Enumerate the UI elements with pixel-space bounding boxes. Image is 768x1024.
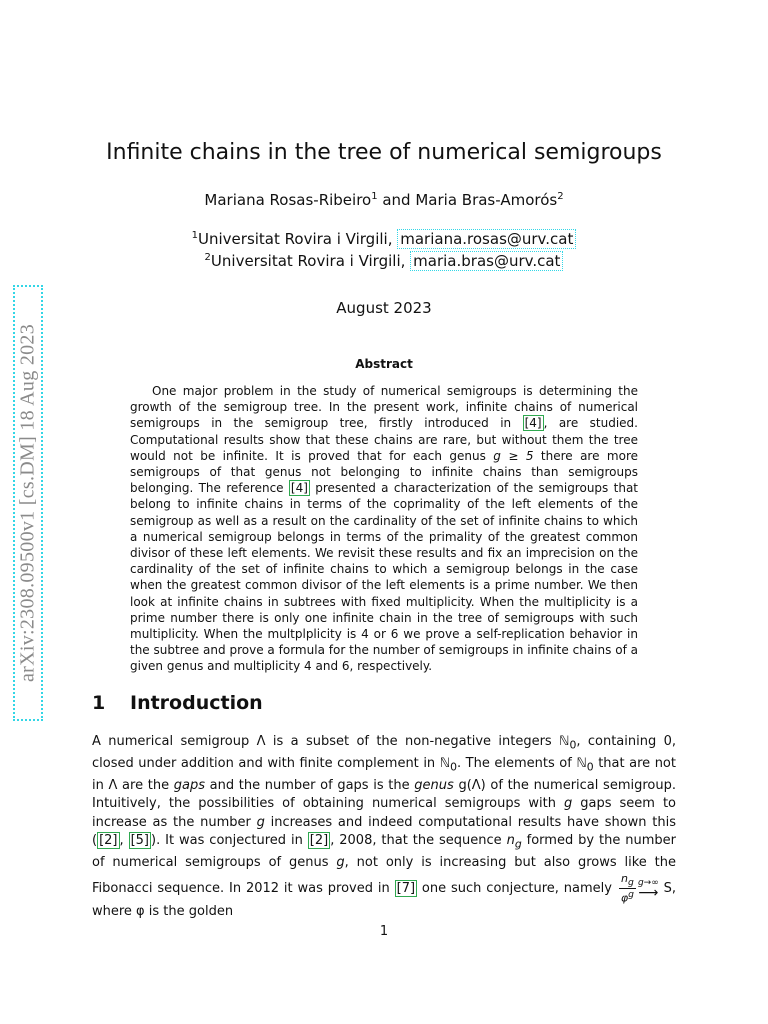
intro-math-g: g bbox=[336, 855, 345, 871]
affiliation-1-institution: Universitat Rovira i Virgili, bbox=[198, 230, 398, 248]
publication-date: August 2023 bbox=[336, 299, 432, 317]
abstract-text-4: presented a characterization of the semigroups that belong to infinite chains in terms of the coprimality of the left elements of the semigroup as well as a result on the cardinality of the set of infinite chains to which a numerical semigroup belongs in terms of the primality of the greatest common divisor of these left elements. We revisit these results and fix an imprecision on the cardinality of the set of infinite chains to which a semigroup belongs in the case when the greatest common divisor of the left elements is a prime number. We then look at infinite chains in subtrees with fixed multiplicity. When the multiplicity is a prime number there is only one infinite chain in the tree of semigroups with such multiplicity. When the multplplicity is 4 or 6 we prove a self-replication behavior in the subtree and prove a formula for the number of semigroups in infinite chains of a given genus and multiplicity 4 and 6, respectively. bbox=[130, 481, 638, 674]
author-1-email-link[interactable]: mariana.rosas@urv.cat bbox=[397, 229, 576, 249]
citation-link-2b[interactable]: [2] bbox=[309, 833, 329, 849]
intro-text: ). It was conjectured in bbox=[151, 833, 308, 849]
section-heading-introduction bbox=[92, 692, 263, 714]
citation-link-7[interactable]: [7] bbox=[396, 880, 416, 896]
fraction-denominator-sup: g bbox=[628, 888, 634, 900]
arxiv-identifier: arXiv:2308.09500v1 [cs.DM] 18 Aug 2023 bbox=[16, 323, 39, 683]
intro-subscript: 0 bbox=[450, 760, 458, 774]
page-number: 1 bbox=[379, 924, 389, 939]
citation-link-4b[interactable]: [4] bbox=[290, 481, 308, 496]
intro-math-fraction bbox=[619, 873, 636, 904]
section-title: Introduction bbox=[130, 692, 263, 714]
author-1-affil-mark: 1 bbox=[371, 191, 378, 202]
abstract-heading: Abstract bbox=[355, 357, 413, 371]
author-2: Maria Bras-Amorós bbox=[415, 191, 558, 209]
abstract-text-1: One major problem in the study of numerical semigroups is determining the growth of the semigroup tree. In the present work, infinite chains of numerical semigroups in the semigroup tree, firstly introduced in bbox=[130, 384, 638, 431]
limit-arrow-icon: ⟶ bbox=[638, 884, 659, 901]
author-2-affil-mark: 2 bbox=[557, 191, 564, 202]
intro-text: formed by the number of numerical semigroups of genus bbox=[92, 833, 677, 871]
intro-text: that are not in Λ are the bbox=[92, 756, 676, 793]
affiliation-2-mark: 2 bbox=[204, 252, 211, 263]
abstract-body bbox=[130, 383, 638, 675]
fraction-denominator: φ bbox=[620, 891, 629, 905]
intro-text: , containing 0, closed under addition and with finite complement in ℕ bbox=[92, 734, 676, 771]
intro-math-ng-sub: g bbox=[514, 837, 522, 851]
intro-term-genus: genus bbox=[414, 778, 454, 793]
abstract-text-2: , are studied. Computational results show that these chains are rare, but without them the tree would not be infinite. It is proved that for each genus bbox=[130, 416, 638, 463]
author-1: Mariana Rosas-Ribeiro bbox=[204, 191, 372, 209]
intro-text: , not only is increasing but also grows like the Fibonacci sequence. In 2012 it was proved in bbox=[92, 855, 677, 896]
citation-link-4[interactable]: [4] bbox=[524, 416, 542, 431]
intro-text: . The elements of ℕ bbox=[457, 756, 587, 771]
paper-title: Infinite chains in the tree of numerical semigroups bbox=[106, 140, 662, 165]
intro-subscript: 0 bbox=[569, 738, 577, 752]
author-conjunction: and bbox=[377, 191, 416, 209]
introduction-paragraph bbox=[92, 733, 676, 922]
limit-arrow-label: g→∞ bbox=[637, 877, 659, 888]
intro-subscript: 0 bbox=[586, 760, 594, 774]
intro-text: S, where φ is the golden bbox=[92, 880, 676, 920]
intro-text: , 2008, that the sequence bbox=[330, 833, 507, 849]
intro-text: and the number of gaps is the bbox=[204, 778, 415, 793]
intro-text: A numerical semigroup Λ is a subset of the non-negative integers ℕ bbox=[92, 734, 570, 749]
limit-arrow bbox=[637, 877, 659, 901]
intro-text: gaps seem to increase as the number bbox=[92, 796, 676, 830]
abstract-math-genus: g ≥ 5 bbox=[493, 448, 534, 463]
citation-link-5[interactable]: [5] bbox=[130, 833, 149, 849]
intro-math-g: g bbox=[563, 796, 573, 812]
section-number: 1 bbox=[92, 692, 106, 714]
affiliation-1 bbox=[0, 230, 768, 248]
intro-term-gaps: gaps bbox=[173, 778, 205, 793]
intro-text: g(Λ) of the numerical semigroup. Intuitively, the possibilities of obtaining numerical semigroups with bbox=[92, 778, 676, 812]
author-line bbox=[0, 191, 768, 209]
intro-math-g: g bbox=[256, 814, 265, 830]
intro-text: , bbox=[119, 833, 129, 849]
affiliation-1-mark: 1 bbox=[191, 230, 199, 241]
fraction-numerator: n bbox=[621, 871, 628, 885]
affiliation-2 bbox=[0, 252, 768, 270]
intro-text: increases and indeed computational results have shown this ( bbox=[92, 814, 676, 849]
intro-text: one such conjecture, namely bbox=[417, 880, 617, 896]
fraction-numerator-sub: g bbox=[627, 876, 634, 888]
arxiv-identifier-link[interactable] bbox=[13, 285, 43, 721]
affiliation-2-institution: Universitat Rovira i Virgili, bbox=[210, 252, 411, 270]
citation-link-2[interactable]: [2] bbox=[99, 833, 118, 849]
abstract-text-3: there are more semigroups of that genus not belonging to infinite chains than semigroups belonging. The reference bbox=[130, 448, 638, 496]
intro-math-ng: n bbox=[506, 833, 515, 849]
author-2-email-link[interactable]: maria.bras@urv.cat bbox=[410, 251, 563, 271]
